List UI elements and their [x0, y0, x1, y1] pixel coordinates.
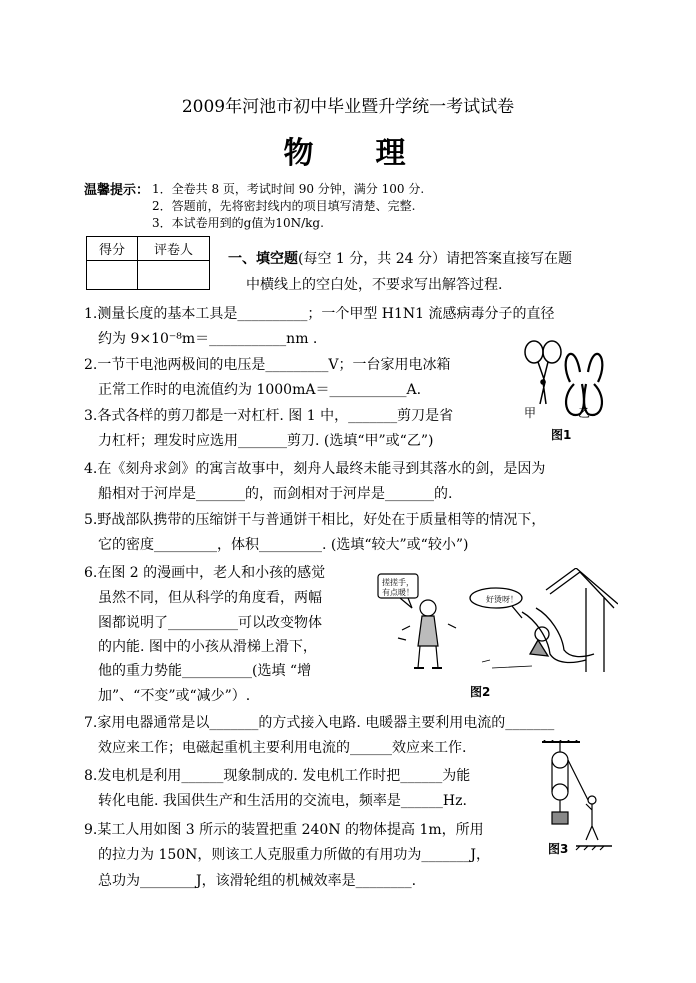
q6-line4: 的内能. 图中的小孩从滑梯上滑下， [98, 639, 317, 655]
bubble2-text: 好烫呀！ [486, 595, 518, 604]
tip-item-2: 2．答题前，先将密封线内的项目填写清楚、完整. [152, 199, 416, 213]
q1-line1: 1.测量长度的基本工具是__________；一个甲型 H1N1 流感病毒分子的直径 [84, 306, 555, 322]
subject-title: 物理 [283, 136, 468, 171]
q6-line1: 6.在图 2 的漫画中，老人和小孩的感觉 [84, 565, 326, 581]
fig2-caption: 图2 [470, 685, 491, 699]
bubble1-line2: 有点暖！ [382, 588, 414, 597]
grader-cell[interactable] [138, 261, 210, 290]
q9-line2: 的拉力为 150N，则该工人克服重力所做的有用功为_______J， [98, 847, 491, 863]
q4-line1: 4.在《刻舟求剑》的寓言故事中，刻舟人最终未能寻到其落水的剑，是因为 [84, 461, 546, 477]
tip-item-1: 1．全卷共 8 页，考试时间 90 分钟，满分 100 分. [152, 182, 425, 196]
score-header: 得分 [87, 237, 138, 261]
q4-line2: 船相对于河岸是_______的，而剑相对于河岸是_______的. [98, 486, 453, 502]
q7-line2: 效应来工作；电磁起重机主要利用电流的______效应来工作. [98, 740, 467, 756]
fig3-caption: 图3 [548, 842, 569, 856]
q3-line1: 3.各式各样的剪刀都是一对杠杆. 图 1 中，_______剪刀是省 [84, 408, 454, 424]
tips-label: 温馨提示： [84, 183, 150, 198]
q9-line3: 总功为________J，该滑轮组的机械效率是________. [98, 873, 417, 889]
exam-title: 2009年河池市初中毕业暨升学统一考试试卷 [181, 97, 515, 117]
section1-intro-line1: 一、填空题(每空 1 分，共 24 分）请把答案直接写在题 [228, 251, 572, 267]
q5-line1: 5.野战部队携带的压缩饼干与普通饼干相比，好处在于质量相等的情况下， [84, 512, 546, 528]
q2-line2: 正常工作时的电流值约为 1000mA＝___________A. [98, 382, 422, 398]
q8-line2: 转化电能. 我国供生产和生活用的交流电，频率是______Hz. [98, 793, 467, 809]
q8-line1: 8.发电机是利用______现象制成的. 发电机工作时把______为能 [84, 768, 471, 784]
score-cell[interactable] [87, 261, 138, 290]
fig1-caption: 图1 [551, 428, 572, 442]
slide-child-illustration [470, 568, 618, 672]
q1-line2: 约为 9×10⁻⁸m＝___________nm . [98, 331, 318, 347]
tip-item-3: 3．本试卷用到的g值为10N/kg. [152, 216, 324, 230]
q6-line6: 加”、“不变”或“减少”）. [98, 688, 251, 704]
fig1-left-label: 甲 [524, 406, 537, 420]
fig1-right-label: 乙 [578, 406, 591, 420]
q2-line1: 2.一节干电池两极间的电压是_________V；一台家用电冰箱 [84, 357, 451, 373]
scissors-jia-icon [525, 341, 561, 404]
section1-heading: 一、填空题 [228, 251, 298, 267]
q3-line2: 力杠杆；理发时应选用_______剪刀. (选填“甲”或“乙”) [98, 433, 434, 449]
q5-line2: 它的密度_________，体积_________. (选填“较大”或“较小”) [98, 537, 469, 553]
q7-line1: 7.家用电器通常是以_______的方式接入电路. 电暖器主要利用电流的_______ [84, 715, 555, 731]
q6-line3: 图都说明了__________可以改变物体 [98, 615, 322, 631]
q6-line2: 虽然不同，但从科学的角度看，两幅 [98, 590, 322, 606]
grader-header: 评卷人 [138, 237, 210, 261]
section1-intro-line2: 中横线上的空白处，不要求写出解答过程. [246, 277, 503, 293]
q9-line1: 9.某工人用如图 3 所示的装置把重 240N 的物体提高 1m，所用 [84, 822, 484, 838]
bubble1-line1: 搓搓手， [382, 578, 414, 587]
score-table [86, 236, 210, 290]
q6-line5: 他的重力势能__________(选填 “增 [98, 663, 312, 679]
pulley-system-icon [542, 740, 612, 850]
